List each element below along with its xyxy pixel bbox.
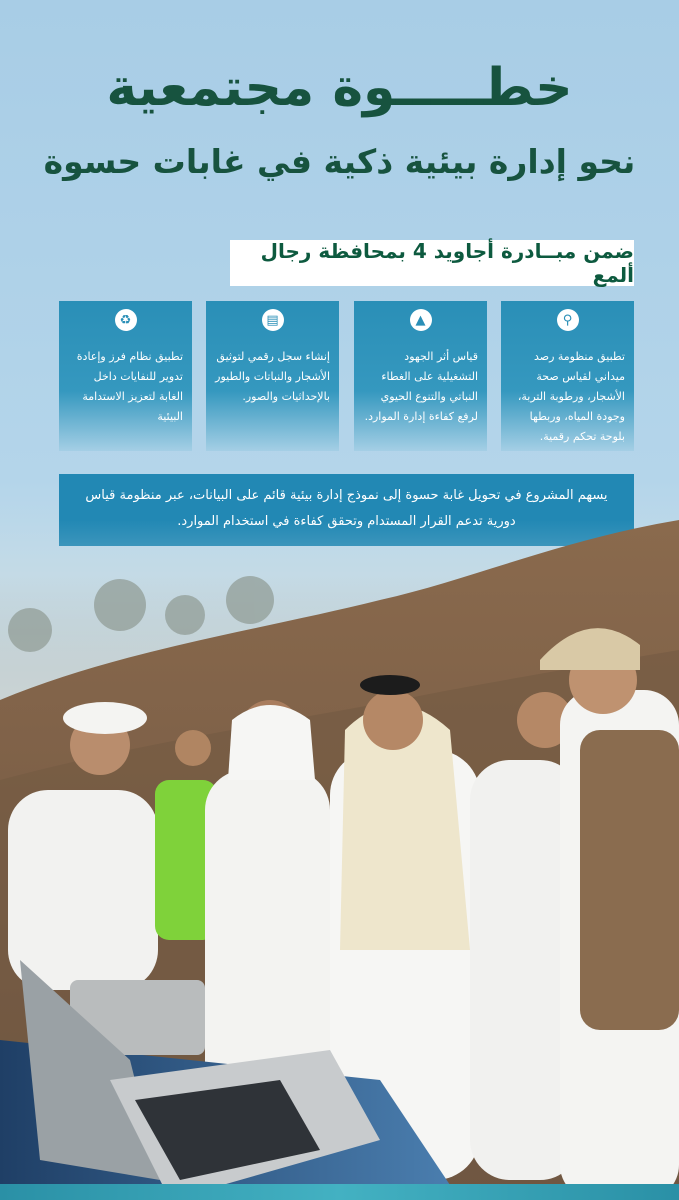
project-summary: يسهم المشروع في تحويل غابة حسوة إلى نموذج إدارة بيئية قائم على البيانات، عبر منظومة قياس <box>59 474 634 546</box>
feature-card-impact <box>354 301 487 451</box>
initiative-banner-text: ضمن مبــادرة أجاويد 4 بمحافظة رجال ألمع <box>260 239 634 287</box>
initiative-banner <box>230 240 634 286</box>
page-title: خطـــــوة مجتمعية <box>106 58 573 118</box>
bottom-accent-strip <box>0 1184 679 1200</box>
feature-card-text: تطبيق منظومة رصد ميداني لقياس صحة الأشجار، ورطوبة التربة، وجودة المياه، وربطها بلوحة تحكم رقمية. <box>517 350 625 443</box>
field-photo <box>0 520 679 1200</box>
feature-card-monitoring <box>501 301 634 451</box>
feature-card-text: تطبيق نظام فرز وإعادة تدوير للنفايات داخل الغابة لتعزيز الاستدامة البيئية <box>76 350 183 423</box>
feature-cards <box>59 301 634 451</box>
feature-card-text: قياس أثر الجهود التشغيلية على الغطاء النباتي والتنوع الحيوي لرفع كفاءة إدارة الموارد. <box>364 350 478 423</box>
recycle-icon: ♻ <box>115 309 137 331</box>
magnifier-icon: ⚲ <box>557 309 579 331</box>
feature-card-recycle <box>59 301 192 451</box>
chart-icon: ▲ <box>410 309 432 331</box>
feature-card-text: إنشاء سجل رقمي لتوثيق الأشجار والنباتات والطيور بالإحداثيات والصور. <box>215 350 330 403</box>
feature-card-record <box>206 301 339 451</box>
record-icon: ▤ <box>262 309 284 331</box>
field-photo-illustration <box>0 520 679 1200</box>
page-subtitle: نحو إدارة بيئية ذكية في غابات حسوة <box>43 142 636 181</box>
